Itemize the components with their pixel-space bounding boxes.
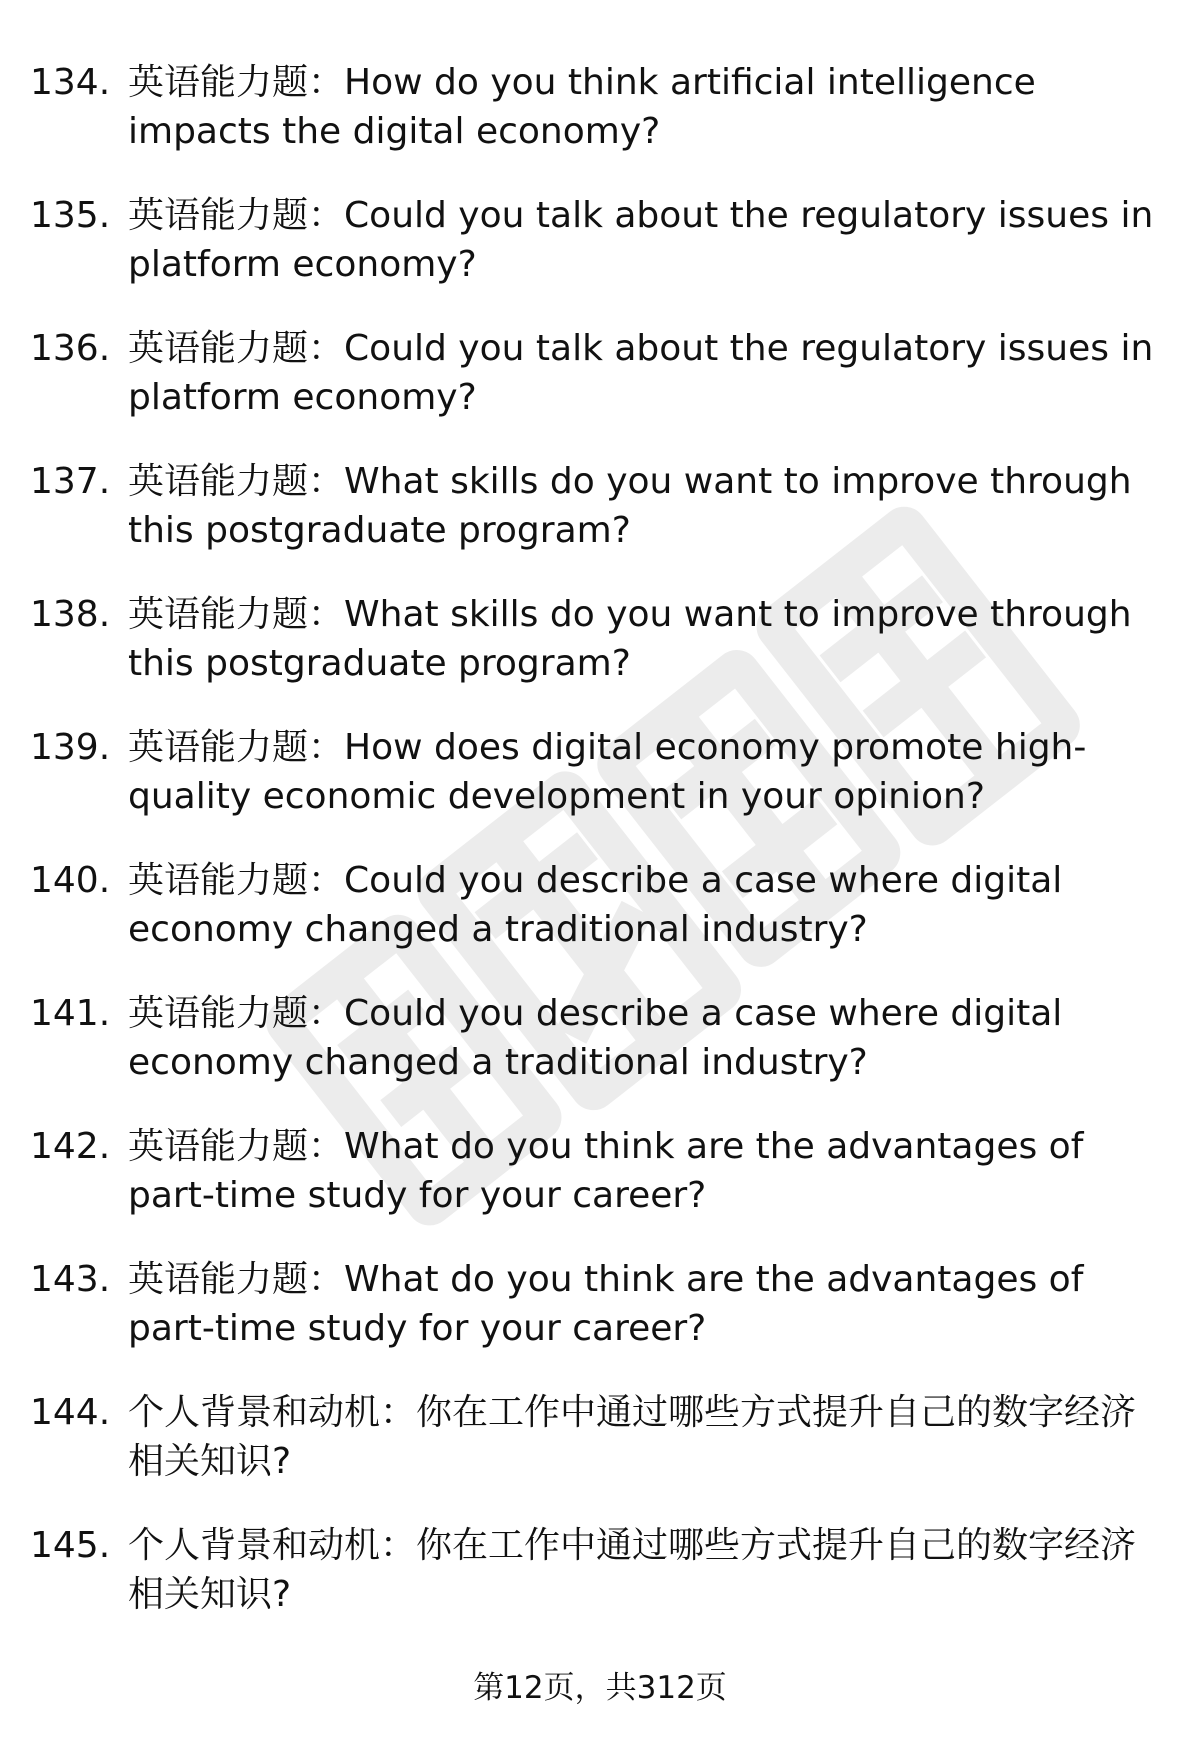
separator: ：	[308, 993, 345, 1034]
question-text	[128, 1388, 1170, 1486]
question-category: 英语能力题	[128, 727, 309, 768]
question-content: What skills do you want to improve through this postgraduate program?	[128, 594, 1132, 684]
question-category: 英语能力题	[128, 993, 309, 1034]
question-text	[128, 1255, 1170, 1353]
question-category: 英语能力题	[128, 1126, 309, 1167]
question-category: 英语能力题	[128, 1259, 309, 1300]
question-content: What do you think are the advantages of part-time study for your career?	[128, 1259, 1084, 1349]
question-number: 139.	[30, 727, 111, 768]
question-content: Could you describe a case where digital economy changed a traditional industry?	[128, 993, 1063, 1083]
question-content: Could you talk about the regulatory issues in platform economy?	[128, 195, 1154, 285]
question-number: 138.	[30, 594, 111, 635]
question-text	[128, 1122, 1170, 1220]
question-number: 143.	[30, 1259, 111, 1300]
separator: ：	[308, 860, 345, 901]
list-item	[30, 1521, 1170, 1654]
separator: ：	[308, 594, 345, 635]
list-item	[30, 1255, 1170, 1388]
separator: ：	[308, 1259, 345, 1300]
question-content: Could you describe a case where digital economy changed a traditional industry?	[128, 860, 1063, 950]
question-text	[128, 457, 1170, 555]
question-content: How does digital economy promote high-quality economic development in your opinion?	[128, 727, 1087, 817]
separator: ：	[308, 62, 345, 103]
question-category: 个人背景和动机	[128, 1525, 381, 1566]
list-item	[30, 191, 1170, 324]
question-number: 144.	[30, 1392, 111, 1433]
list-item	[30, 1388, 1170, 1521]
separator: ：	[308, 461, 345, 502]
list-item	[30, 457, 1170, 590]
separator: ：	[308, 328, 345, 369]
list-item	[30, 989, 1170, 1122]
question-text	[128, 58, 1170, 156]
question-text	[128, 324, 1170, 422]
question-text	[128, 1521, 1170, 1619]
list-item	[30, 856, 1170, 989]
question-number: 134.	[30, 62, 111, 103]
question-content: What skills do you want to improve through this postgraduate program?	[128, 461, 1132, 551]
question-text	[128, 989, 1170, 1087]
question-list	[30, 58, 1170, 1654]
page-number-label: 第12页，共312页	[473, 1670, 727, 1706]
question-number: 135.	[30, 195, 111, 236]
question-category: 英语能力题	[128, 461, 309, 502]
list-item	[30, 590, 1170, 723]
question-text	[128, 856, 1170, 954]
list-item	[30, 1122, 1170, 1255]
list-item	[30, 58, 1170, 191]
question-number: 137.	[30, 461, 111, 502]
question-number: 142.	[30, 1126, 111, 1167]
question-content: 你在工作中通过哪些方式提升自己的数字经济相关知识?	[128, 1525, 1137, 1615]
question-text	[128, 723, 1170, 821]
question-category: 英语能力题	[128, 195, 309, 236]
separator: ：	[308, 1126, 345, 1167]
separator: ：	[308, 195, 345, 236]
question-number: 140.	[30, 860, 111, 901]
question-content: What do you think are the advantages of part-time study for your career?	[128, 1126, 1084, 1216]
list-item	[30, 723, 1170, 856]
question-category: 英语能力题	[128, 860, 309, 901]
list-item	[30, 324, 1170, 457]
question-category: 英语能力题	[128, 62, 309, 103]
separator: ：	[308, 727, 345, 768]
question-category: 个人背景和动机	[128, 1392, 381, 1433]
question-content: How do you think artificial intelligence impacts the digital economy?	[128, 62, 1036, 152]
separator: ：	[380, 1525, 417, 1566]
question-number: 136.	[30, 328, 111, 369]
question-category: 英语能力题	[128, 594, 309, 635]
question-text	[128, 590, 1170, 688]
question-number: 145.	[30, 1525, 111, 1566]
question-content: Could you talk about the regulatory issues in platform economy?	[128, 328, 1154, 418]
separator: ：	[380, 1392, 417, 1433]
question-category: 英语能力题	[128, 328, 309, 369]
question-content: 你在工作中通过哪些方式提升自己的数字经济相关知识?	[128, 1392, 1137, 1482]
page-footer	[0, 1668, 1200, 1708]
question-number: 141.	[30, 993, 111, 1034]
question-text	[128, 191, 1170, 289]
